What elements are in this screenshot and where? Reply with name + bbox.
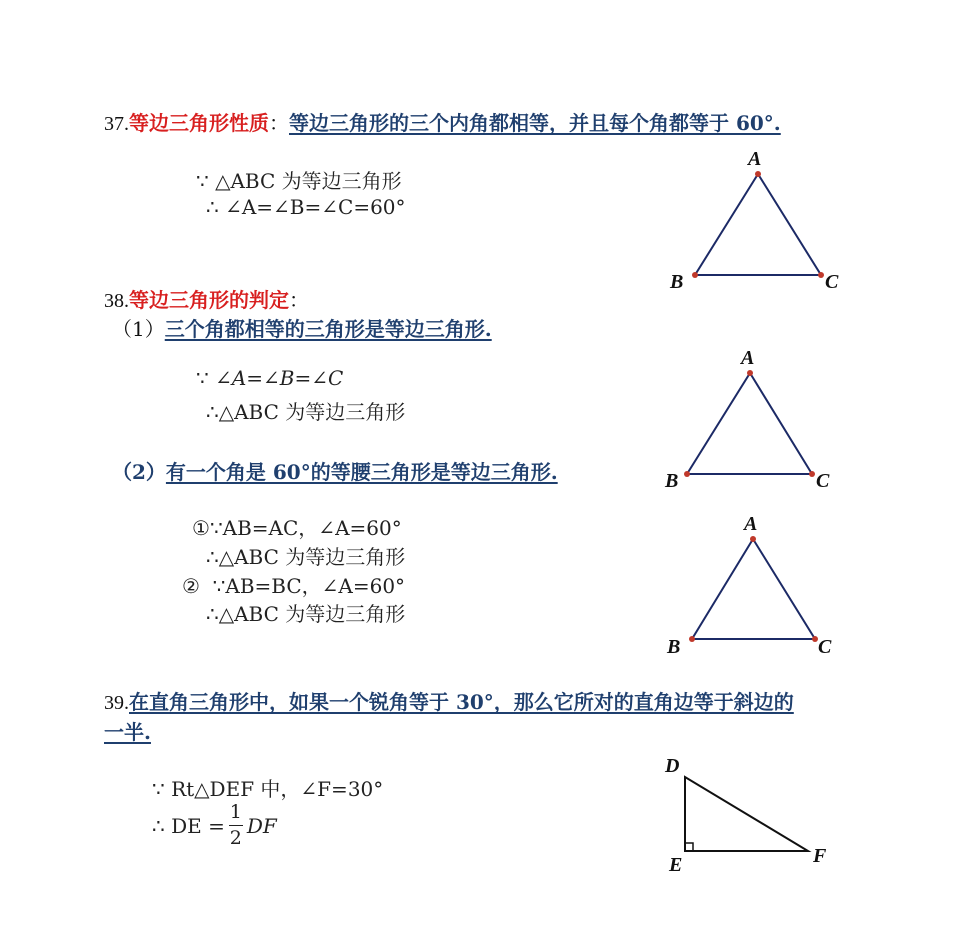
conclusion-text: ∴△ABC 为等边三角形 [206, 545, 406, 569]
section-term: 等边三角形的判定 [129, 288, 289, 312]
s38p2-case1-given [192, 512, 402, 541]
vertex-dot-b [684, 471, 690, 477]
s38-part2-heading [112, 456, 558, 485]
fraction-numerator: 1 [229, 801, 242, 823]
vertex-label-c: C [818, 636, 832, 658]
section-statement-line2: 一半. [104, 720, 151, 744]
given-text: ∵AB=BC，∠A=60° [212, 574, 406, 598]
conclusion-text: △ABC 为等边三角形 [218, 400, 406, 424]
right-triangle-figure [655, 745, 855, 885]
section-number: 37. [104, 113, 129, 135]
vertex-dot-a [747, 370, 753, 376]
section-term: 等边三角形性质 [129, 111, 269, 135]
section-statement-line1: 在直角三角形中，如果一个锐角等于 30°，那么它所对的直角边等于斜边的 [129, 690, 794, 714]
vertex-label-b: B [670, 271, 684, 293]
section-statement: 等边三角形的三个内角都相等，并且每个角都等于 60°. [289, 111, 781, 135]
vertex-label-c: C [816, 470, 830, 492]
fraction-denominator: 2 [229, 827, 242, 849]
part-statement: 三个角都相等的三角形是等边三角形. [164, 317, 492, 341]
vertex-dot-a [755, 171, 761, 177]
s38p2-case2-conclusion [206, 598, 405, 627]
triangle-abc [692, 539, 815, 639]
triangle-abc [695, 174, 821, 275]
s37-given [196, 165, 402, 194]
fraction-bar [229, 825, 243, 826]
vertex-label-a: A [748, 148, 762, 170]
s39-given [152, 773, 383, 802]
vertex-label-b: B [665, 470, 679, 492]
equilateral-triangle-figure-1 [660, 140, 860, 300]
right-angle-mark [685, 843, 693, 851]
s38p2-case1-conclusion [206, 541, 405, 570]
vertex-dot-b [692, 272, 698, 278]
part-label: （2） [112, 460, 166, 484]
s37-conclusion [206, 195, 406, 219]
given-text: ∠A=∠B=∠C [215, 366, 344, 390]
section-39-heading-cont [104, 716, 151, 745]
vertex-dot-a [750, 536, 756, 542]
part-statement: 有一个角是 60°的等腰三角形是等边三角形. [165, 460, 558, 484]
because-symbol: ∵ [196, 366, 209, 390]
therefore-lhs: ∴ DE = [152, 813, 225, 838]
given-text: ∵AB=AC，∠A=60° [209, 516, 402, 540]
conclusion-text: ∴△ABC 为等边三角形 [206, 602, 406, 626]
vertex-label-c: C [825, 271, 839, 293]
vertex-label-e: E [669, 854, 683, 876]
colon: ： [289, 288, 309, 312]
s38p2-case2-given [182, 570, 405, 599]
given-text: ∵ Rt△DEF 中，∠F=30° [152, 777, 384, 801]
section-number: 38. [104, 290, 129, 312]
vertex-label-d: D [665, 755, 680, 777]
vertex-label-f: F [813, 845, 827, 867]
vertex-label-b: B [667, 636, 681, 658]
equilateral-triangle-figure-2 [655, 340, 855, 500]
part-label: （1） [112, 317, 165, 341]
triangle-def [685, 777, 808, 851]
s38p1-conclusion [206, 396, 405, 425]
section-39-heading [104, 686, 794, 715]
therefore-rhs: DF [246, 813, 277, 838]
s38p1-given [196, 366, 343, 390]
colon: ： [269, 111, 289, 135]
s39-conclusion [152, 803, 277, 848]
vertex-dot-c [818, 272, 824, 278]
s38-part1-heading [112, 313, 492, 342]
section-37-heading [104, 107, 781, 136]
because-symbol: ∵ [196, 169, 209, 193]
therefore-symbol: ∴ [206, 400, 219, 424]
given-text: △ABC 为等边三角形 [215, 169, 402, 193]
vertex-dot-b [689, 636, 695, 642]
conclusion-text: ∠A=∠B=∠C=60° [225, 195, 406, 219]
triangle-abc [687, 373, 812, 474]
vertex-dot-c [809, 471, 815, 477]
case-marker-1: ① [192, 516, 210, 540]
case-marker-2: ② [182, 574, 200, 598]
section-number: 39. [104, 692, 129, 714]
equilateral-triangle-figure-3 [655, 505, 855, 665]
section-38-heading [104, 284, 309, 313]
fraction-one-half [229, 803, 243, 848]
vertex-label-a: A [741, 347, 755, 369]
therefore-symbol: ∴ [206, 195, 219, 219]
vertex-label-a: A [744, 513, 758, 535]
